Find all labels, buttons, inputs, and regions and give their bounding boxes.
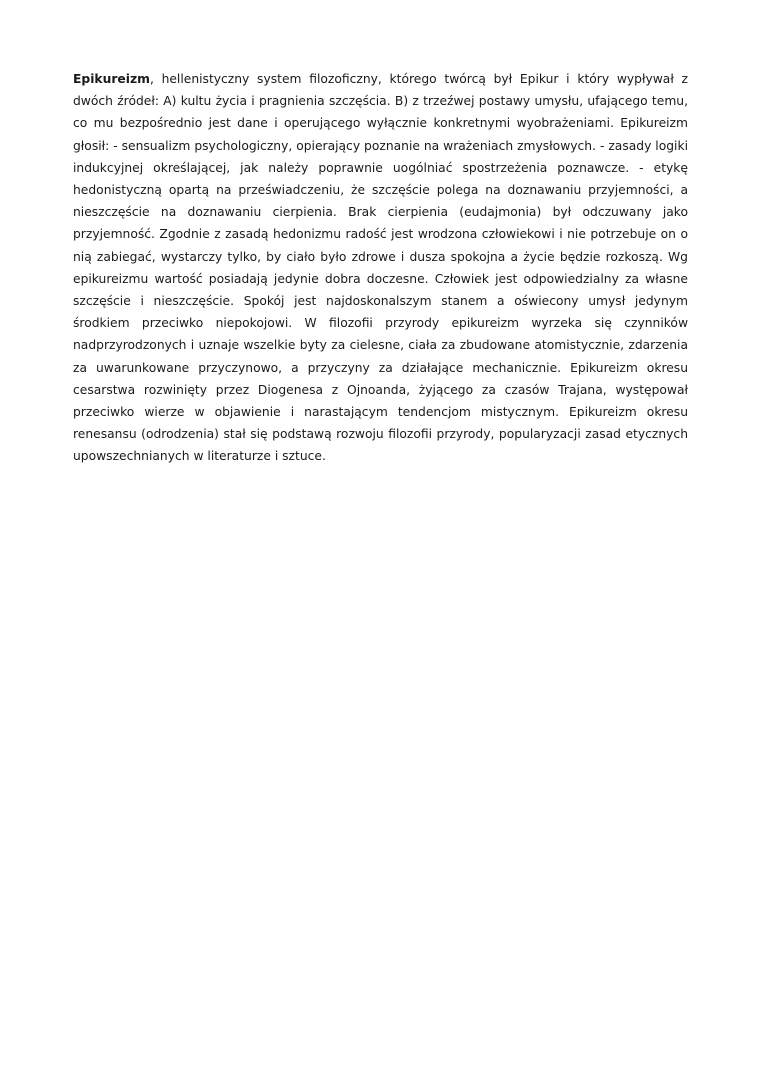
article-body: , hellenistyczny system filozoficzny, którego twórcą był Epikur i który wypływał z dwóch źródeł: A) kultu życia i pragnienia szczęścia. B) z trzeźwej postawy umysłu, ufającego temu, co mu bezpośrednio jest dane i operującego wyłącznie konkretnymi wyobrażeniami. Epikureizm głosił: - sensualizm psychologiczny, opierający poznanie na wrażeniach zmysłowych. - zasady logiki indukcyjnej określającej, jak należy poprawnie uogólniać spostrzeżenia poznawcze. - etykę hedonistyczną opartą na przeświadczeniu, że szczęście polega na doznawaniu przyjemności, a nieszczęście na doznawaniu cierpienia. Brak cierpienia (eudajmonia) był odczuwany jako przyjemność. Zgodnie z zasadą hedonizmu radość jest wrodzona człowiekowi i nie potrzebuje on o nią zabiegać, wystarczy tylko, by ciało było zdrowe i dusza spokojna a życie będzie rozkoszą. Wg epikureizmu wartość posiadają jedynie dobra doczesne. Człowiek jest odpowiedzialny za własne szczęście i nieszczęście. Spokój jest najdoskonalszym stanem a oświecony umysł jedynym środkiem przeciwko niepokojowi. W filozofii przyrody epikureizm wyrzeka się czynników nadprzyrodzonych i uznaje wszelkie byty za cielesne, ciała za zbudowane atomistycznie, zdarzenia za uwarunkowane przyczynowo, a przyczyny za działające mechanicznie. Epikureizm okresu cesarstwa rozwinięty przez Diogenesa z Ojnoanda, żyjącego za czasów Trajana, występował przeciwko wierze w objawienie i narastającym tendencjom mistycznym. Epikureizm okresu renesansu (odrodzenia) stał się podstawą rozwoju filozofii przyrody, popularyzacji zasad etycznych upowszechnianych w literaturze i sztuce. [73, 72, 688, 464]
article-paragraph [73, 68, 688, 468]
article-term: Epikureizm [73, 72, 150, 86]
